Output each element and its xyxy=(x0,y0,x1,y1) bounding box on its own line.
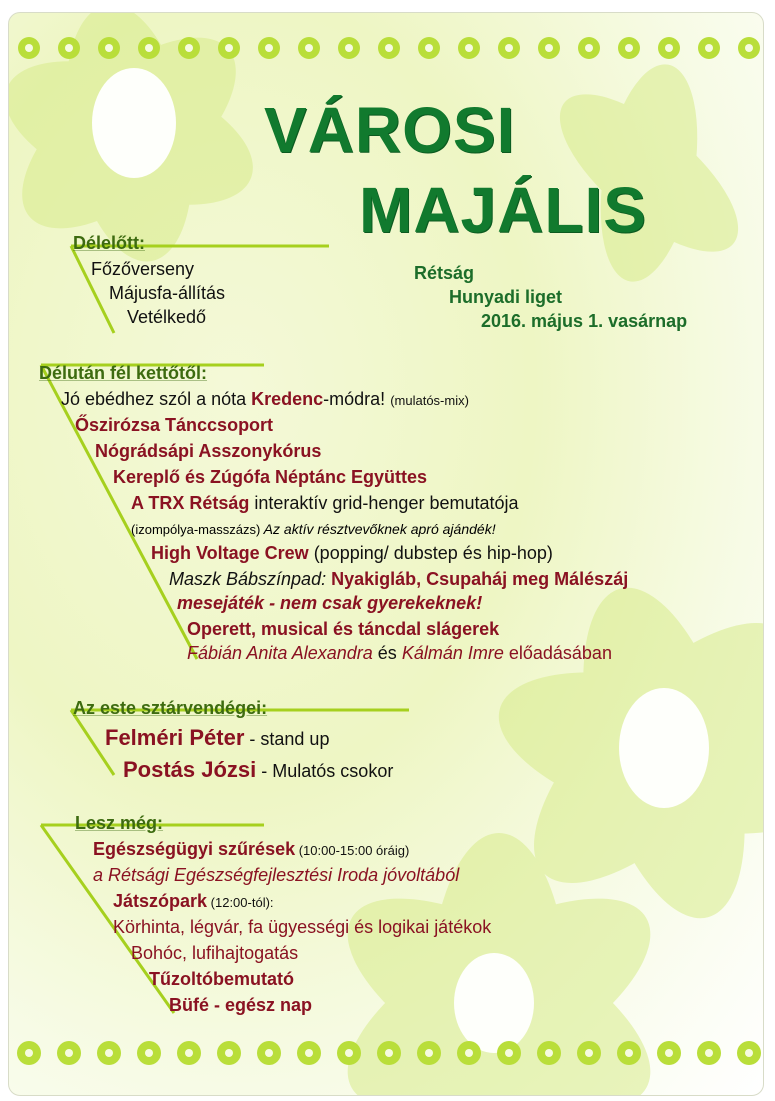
morning-item: Vetélkedő xyxy=(127,307,207,327)
afternoon-line-10: Operett, musical és táncdal slágerek xyxy=(187,619,500,639)
more-line-1: Egészségügyi szűrések (10:00-15:00 óráig) xyxy=(93,839,410,859)
more-line-6: Tűzoltóbemutató xyxy=(149,969,294,989)
afternoon-line-11: Fábián Anita Alexandra és Kálmán Imre előadásában xyxy=(187,643,612,663)
afternoon-line-9: mesejáték - nem csak gyerekeknek! xyxy=(177,593,483,613)
more-heading: Lesz még: xyxy=(75,813,164,833)
more-line-3: Játszópark (12:00-tól): xyxy=(113,891,274,911)
venue: Hunyadi liget xyxy=(449,287,563,307)
morning-heading: Délelőtt: xyxy=(73,233,145,253)
evening-heading: Az este sztárvendégei: xyxy=(73,698,268,718)
afternoon-line-5: A TRX Rétság interaktív grid-henger bemutatója xyxy=(131,493,519,513)
morning-item: Főzőverseny xyxy=(91,259,195,279)
title-line-2: MAJÁLIS xyxy=(359,174,647,246)
afternoon-heading: Délután fél kettőtől: xyxy=(39,363,208,383)
afternoon-line-4: Kereplő és Zúgófa Néptánc Együttes xyxy=(113,467,428,487)
event-date: 2016. május 1. vasárnap xyxy=(481,311,688,331)
title-line-1: VÁROSI xyxy=(264,94,516,166)
poster xyxy=(8,12,764,1096)
afternoon-line-1: Jó ebédhez szól a nóta Kredenc-módra! (mulatós-mix) xyxy=(61,389,469,409)
more-line-5: Bohóc, lufihajtogatás xyxy=(131,943,299,963)
more-line-4: Körhinta, légvár, fa ügyességi és logikai játékok xyxy=(113,917,492,937)
afternoon-line-3: Nógrádsápi Asszonykórus xyxy=(95,441,322,461)
evening-guest-1: Felméri Péter - stand up xyxy=(105,725,330,750)
morning-item: Májusfa-állítás xyxy=(109,283,226,303)
afternoon-line-2: Őszirózsa Tánccsoport xyxy=(75,415,274,435)
afternoon-line-8: Maszk Bábszínpad: Nyakigláb, Csupaháj meg Málészáj xyxy=(169,569,629,589)
afternoon-line-6: (izompólya-masszázs) Az aktív résztvevőknek apró ajándék! xyxy=(131,521,496,537)
more-line-2: a Rétsági Egészségfejlesztési Iroda jóvoltából xyxy=(93,865,460,885)
evening-guest-2: Postás Józsi - Mulatós csokor xyxy=(123,757,394,782)
town: Rétság xyxy=(414,263,475,283)
afternoon-line-7: High Voltage Crew (popping/ dubstep és hip-hop) xyxy=(151,543,553,563)
more-line-7: Büfé - egész nap xyxy=(169,995,313,1015)
